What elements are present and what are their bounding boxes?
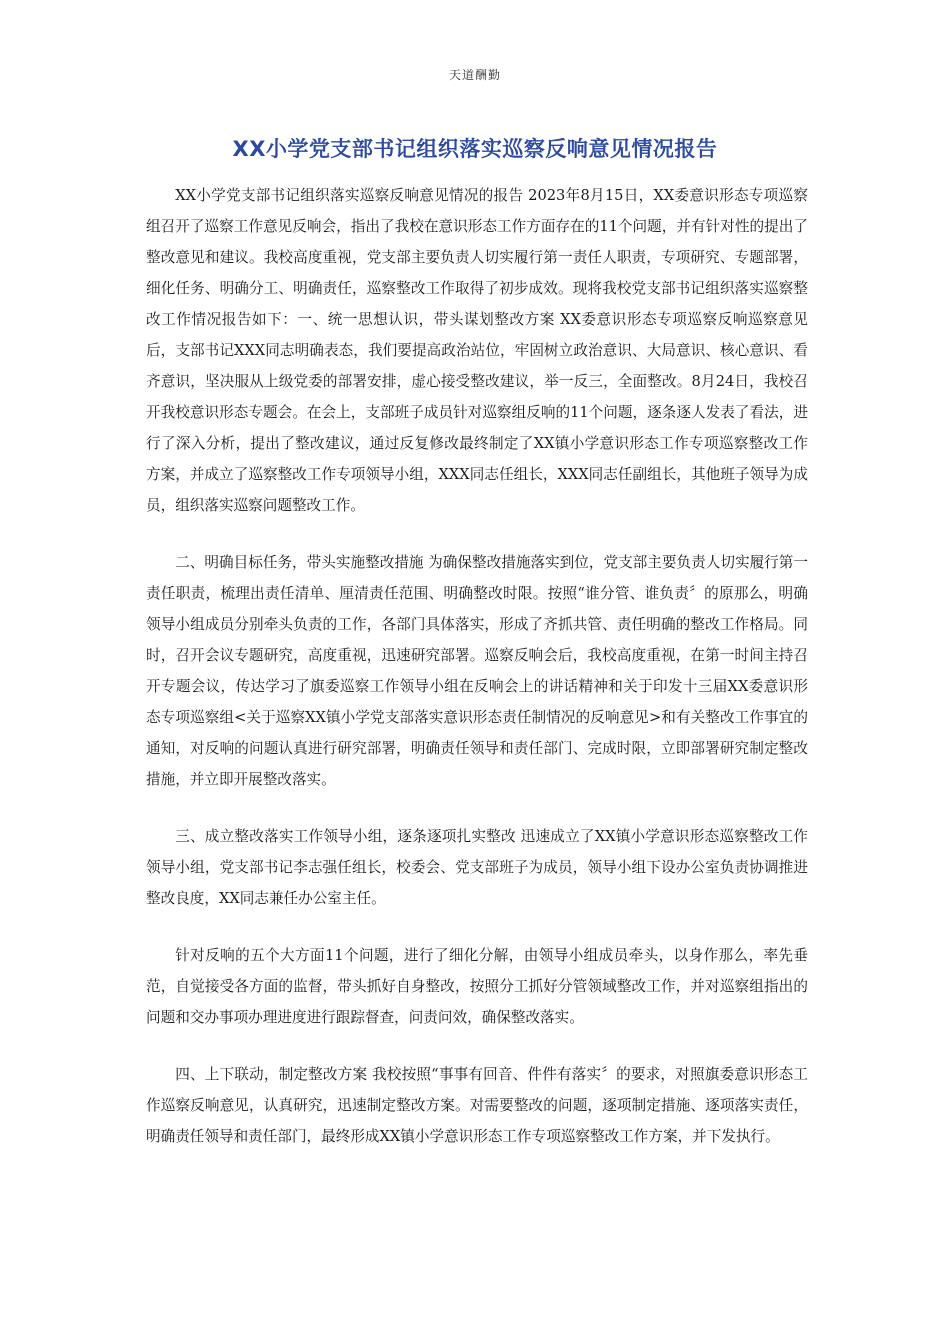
- paragraph-5: 四、上下联动，制定整改方案 我校按照“事事有回音、件件有落实〞的要求，对照旗委意识形态工作巡察反响意见，认真研究，迅速制定整改方案。对需要整改的问题，逐项制定措施、逐项落实责任，明确责任领导和责任部门，最终形成XX镇小学意识形态工作专项巡察整改工作方案，并下发执行。: [146, 1066, 808, 1145]
- paragraph-4: 针对反响的五个大方面11个问题，进行了细化分解，由领导小组成员牵头，以身作那么，率先垂范，自觉接受各方面的监督，带头抓好自身整改，按照分工抓好分管领域整改工作，并对巡察组指出的问题和交办事项办理进度进行跟踪督查，问责问效，确保整改落实。: [146, 947, 808, 1026]
- page-header-motto: 天道酬勤: [448, 68, 501, 82]
- document-title: XX小学党支部书记组织落实巡察反响意见情况报告: [232, 137, 718, 161]
- paragraph-2: 二、明确目标任务，带头实施整改措施 为确保整改措施落实到位，党支部主要负责人切实履行第一责任职责，梳理出责任清单、厘清责任范围、明确整改时限。按照“谁分管、谁负责〞的原那么，明确领导小组成员分别牵头负责的工作，各部门具体落实，形成了齐抓共管、责任明确的整改工作格局。同时，召开会议专题研究，高度重视，迅速研究部署。巡察反响会后，我校高度重视，在第一时间主持召开专题会议，传达学习了旗委巡察工作领导小组在反响会上的讲话精神和关于印发十三届XX委意识形态专项巡察组<关于巡察XX镇小学党支部落实意识形态责任制情况的反响意见>和有关整改工作事宜的通知，对反响的问题认真进行研究部署，明确责任领导和责任部门、完成时限，立即部署研究制定整改措施，并立即开展整改落实。: [146, 554, 808, 788]
- document-body: [146, 180, 808, 1178]
- paragraph-3: 三、成立整改落实工作领导小组，逐条逐项扎实整改 迅速成立了XX镇小学意识形态巡察整改工作领导小组，党支部书记李志强任组长，校委会、党支部班子为成员，领导小组下设办公室负责协调推进整改良度，XX同志兼任办公室主任。: [146, 828, 808, 907]
- paragraph-1: XX小学党支部书记组织落实巡察反响意见情况的报告 2023年8月15日，XX委意识形态专项巡察组召开了巡察工作意见反响会，指出了我校在意识形态工作方面存在的11个问题，并有针对性的提出了整改意见和建议。我校高度重视，党支部主要负责人切实履行第一责任人职责，专项研究、专题部署，细化任务、明确分工、明确责任，巡察整改工作取得了初步成效。现将我校党支部书记组织落实巡察整改工作情况报告如下：一、统一思想认识，带头谋划整改方案 XX委意识形态专项巡察反响巡察意见后，支部书记XXX同志明确表态，我们要提高政治站位，牢固树立政治意识、大局意识、核心意识、看齐意识，坚决服从上级党委的部署安排，虚心接受整改建议，举一反三，全面整改。8月24日，我校召开我校意识形态专题会。在会上，支部班子成员针对巡察组反响的11个问题，逐条逐人发表了看法，进行了深入分析，提出了整改建议，通过反复修改最终制定了XX镇小学意识形态工作专项巡察整改工作方案，并成立了巡察整改工作专项领导小组，XXX同志任组长，XXX同志任副组长，其他班子领导为成员，组织落实巡察问题整改工作。: [146, 187, 808, 514]
